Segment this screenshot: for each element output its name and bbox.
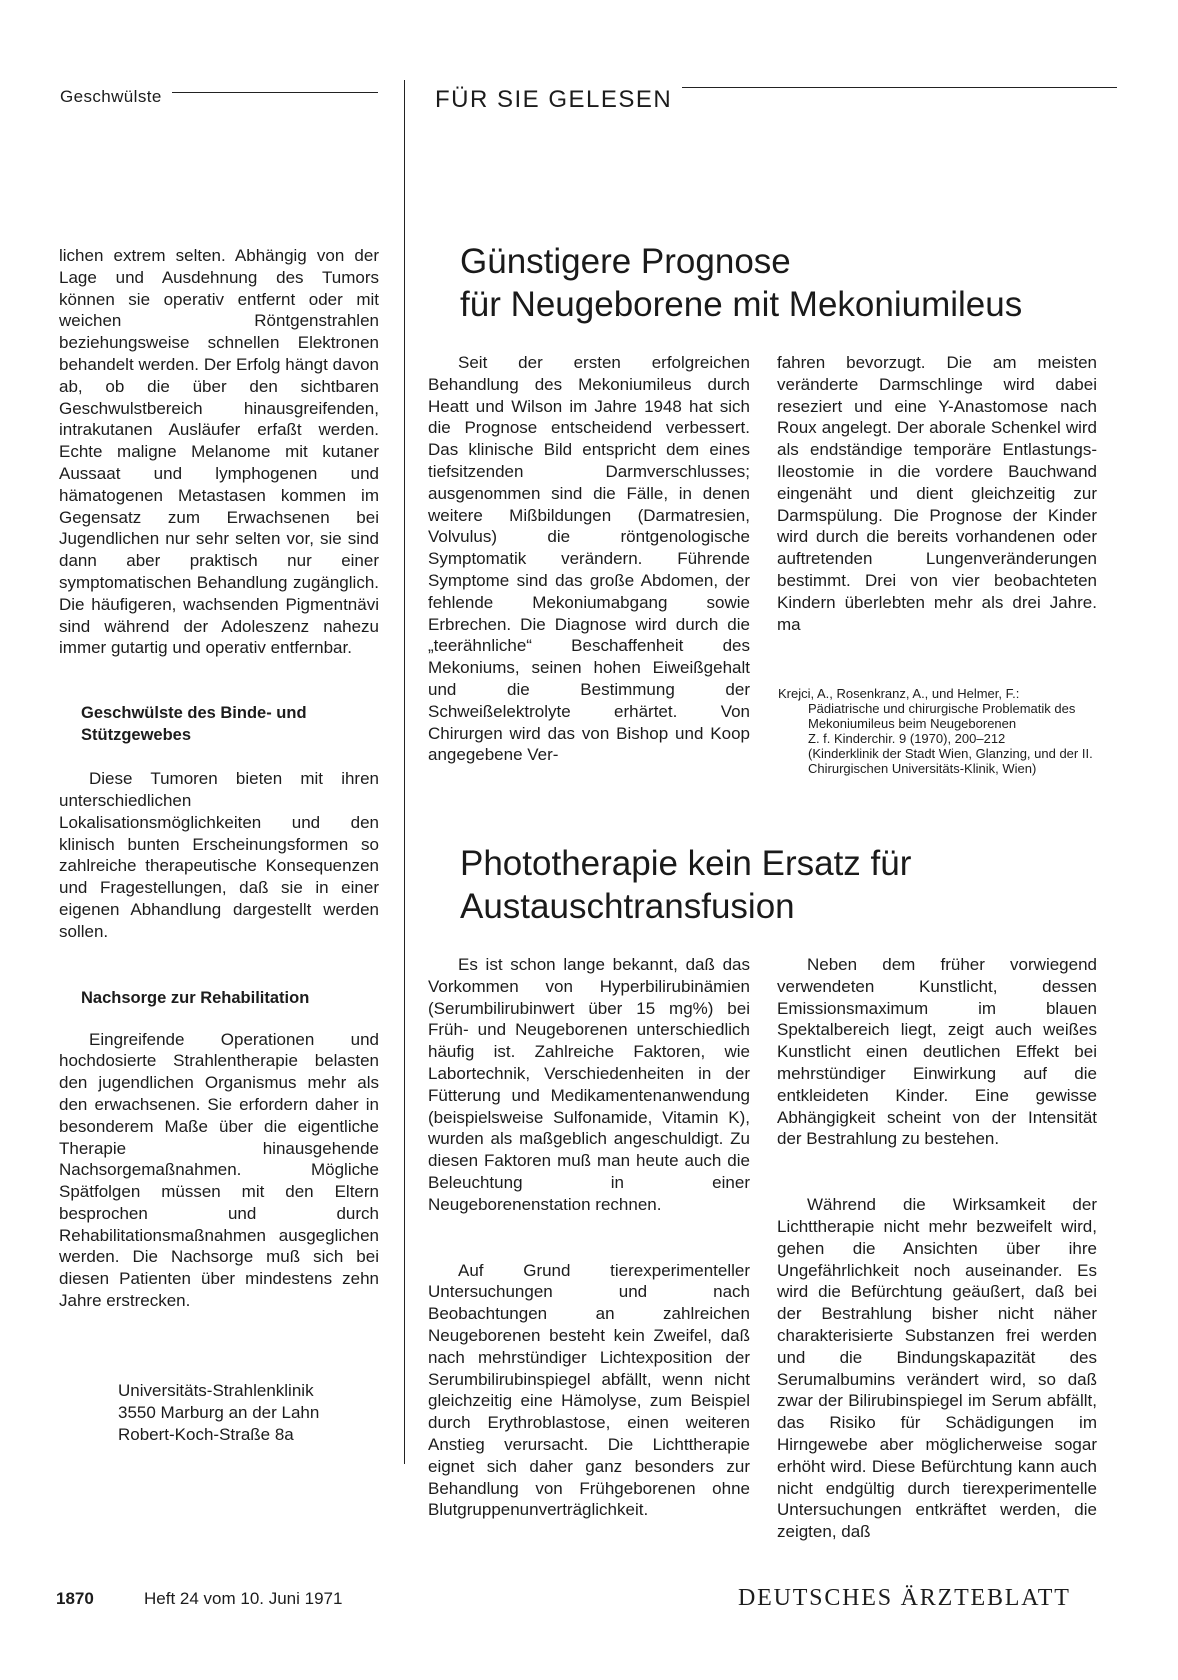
- article1-title: [460, 240, 1022, 326]
- reference-journal: Z. f. Kinderchir. 9 (1970), 200–212: [808, 731, 1006, 746]
- left-paragraph-1: lichen extrem selten. Abhängig von der Lage und Ausdehnung des Tumors können sie operativ entfernt oder mit weichen Röntgenstrahlen beziehungsweise schnellen Elektronen behandelt werden. Der Erfolg hängt davon ab, ob die über den sichtbaren Geschwulstbereich hinausgreifenden, intrakutanen Ausläufer erfaßt werden. Echte maligne Melanome mit kutaner Aussaat und lymphogenen und hämatogenen Metastasen kommen im Gegensatz zum Erwachsenen bei Jugendlichen nur sehr selten vor, sie sind dann aber praktisch nur einer symptomatischen Behandlung zugänglich. Die häufigeren, wachsenden Pigmentnävi sind während der Adoleszenz nahezu immer gutartig und operativ entfernbar.: [59, 246, 379, 658]
- article2-paragraph-3: Neben dem früher vorwiegend verwendeten Kunstlicht, dessen Emissionsmaximum im blauen Spektalbereich liegt, zeigt auch weißes Kunstlicht einen deutlichen Effekt bei mehrstündiger Einwirkung auf die entkleideten Kinder. Eine gewisse Abhängigkeit scheint von der Intensität der Bestrahlung zu bestehen.: [777, 955, 1097, 1149]
- article1-paragraph-1: Seit der ersten erfolgreichen Behandlung des Mekoniumileus durch Heatt und Wilson im Jahre 1948 hat sich die Prognose entscheidend verbessert. Das klinische Bild entspricht dem eines tiefsitzenden Darmverschlusses; ausgenommen sind die Fälle, in denen weitere Mißbildungen (Darmatresien, Volvulus) die röntgenologische Symptomatik verändern. Führende Symptome sind das große Abdomen, der fehlende Mekoniumabgang sowie Erbrechen. Die Diagnose wird durch die „teerähnliche“ Beschaffenheit des Mekoniums, seinen hohen Eiweißgehalt und die Bestimmung der Schweißelektrolyte erhärtet. Von Chirurgen wird das von Bishop und Koop angegebene Ver-: [428, 353, 750, 765]
- left-heading-nachsorge: Nachsorge zur Rehabilitation: [81, 988, 310, 1007]
- column-divider: [404, 80, 405, 1464]
- left-heading-binde: Geschwülste des Binde- und Stützgewebes: [81, 704, 307, 745]
- article2-paragraph-1: Es ist schon lange bekannt, daß das Vorkommen von Hyperbilirubinämien (Serumbilirubinwert über 15 mg%) bei Früh- und Neugeborenen unterschiedlich häufig ist. Zahlreiche Faktoren, wie Labortechnik, Verschiedenheiten in der Fütterung und Medikamentenanwendung (beispielsweise Sulfonamide, Vitamin K), wurden als maßgeblich angeschuldigt. Zu diesen Faktoren muß man heute auch die Beleuchtung in einer Neugeborenenstation rechnen.: [428, 955, 750, 1214]
- page-number: 1870: [56, 1589, 94, 1608]
- address-line-2: 3550 Marburg an der Lahn: [118, 1403, 320, 1422]
- column-title: FÜR SIE GELESEN: [435, 86, 673, 113]
- article1-title-line1: Günstigere Prognose: [460, 242, 791, 281]
- address-block: [118, 1380, 319, 1446]
- article1-column-2: [777, 352, 1097, 635]
- article1-title-line2: für Neugeborene mit Mekoniumileus: [460, 285, 1023, 324]
- reference-authors: Krejci, A., Rosenkranz, A., und Helmer, F.:: [778, 686, 1020, 701]
- address-line-3: Robert-Koch-Straße 8a: [118, 1425, 294, 1444]
- article2-column-2: [777, 954, 1097, 1543]
- section-label: Geschwülste: [60, 87, 162, 106]
- left-paragraph-2: Diese Tumoren bieten mit ihren unterschiedlichen Lokalisationsmöglichkeiten und den klinisch bunten Erscheinungsformen so zahlreiche therapeutische Konsequenzen und Fragestellungen, daß sie in einer eigenen Abhandlung dargestellt werden sollen.: [59, 769, 379, 941]
- left-paragraph-3: Eingreifende Operationen und hochdosierte Strahlentherapie belasten den jugendlichen Organismus mehr als den erwachsenen. Sie erfordern daher in besonderem Maße über die eigentliche Therapie hinausgehende Nachsorgemaßnahmen. Mögliche Spätfolgen müssen mit den Eltern besprochen und durch Rehabilitationsmaßnahmen ausgeglichen werden. Die Nachsorge muß sich bei diesen Patienten über mindestens zehn Jahre erstrecken.: [59, 1029, 379, 1311]
- reference-institution: (Kinderklinik der Stadt Wien, Glanzing, und der II. Chirurgischen Universitäts-Klinik, Wien): [808, 746, 1093, 776]
- issue-info: Heft 24 vom 10. Juni 1971: [144, 1589, 343, 1608]
- reference-title: Pädiatrische und chirurgische Problematik des Mekoniumileus beim Neugeborenen: [808, 701, 1076, 731]
- address-line-1: Universitäts-Strahlenklinik: [118, 1381, 314, 1400]
- article2-title-line2: Austauschtransfusion: [460, 887, 795, 926]
- article2-title: [460, 842, 911, 928]
- article1-column-1: [428, 352, 750, 766]
- article1-reference: [778, 686, 1098, 776]
- article2-column-1: [428, 954, 750, 1521]
- article2-title-line1: Phototherapie kein Ersatz für: [460, 844, 912, 883]
- header-rule-left: [172, 92, 378, 93]
- article2-paragraph-4: Während die Wirksamkeit der Lichttherapie nicht mehr bezweifelt wird, gehen die Ansichten über ihre Ungefährlichkeit noch auseinander. Es wird die Befürchtung geäußert, daß bei der Bestrahlung bisher nicht näher charakterisierte Substanzen frei werden und die Bindungskapazität des Serumalbumins verändert wird, so daß zwar der Bilirubinspiegel im Serum abfällt, das Risiko für Schädigungen im Hirngewebe aber möglicherweise sogar erhöht wird. Diese Befürchtung kann auch nicht endgültig durch tierexperimentelle Untersuchungen entkräftet werden, die zeigten, daß: [777, 1195, 1097, 1542]
- journal-name: DEUTSCHES ÄRZTEBLATT: [738, 1585, 1071, 1611]
- article1-paragraph-2: fahren bevorzugt. Die am meisten veränderte Darmschlinge wird dabei reseziert und eine Y-Anastomose nach Roux angelegt. Der aborale Schenkel wird als endständige temporäre Entlastungs-Ileostomie in die vordere Bauchwand eingenäht und dient gleichzeitig zur Darmspülung. Die Prognose der Kinder wird durch die bereits vorhandenen oder auftretenden Lungenveränderungen bestimmt. Drei von vier beobachteten Kindern überlebten mehr als drei Jahre. ma: [777, 353, 1097, 634]
- article2-paragraph-2: Auf Grund tierexperimenteller Untersuchungen und nach Beobachtungen an zahlreichen Neugeborenen besteht kein Zweifel, daß nach mehrstündiger Lichtexposition der Serumbilirubinspiegel abfällt, wenn nicht gleichzeitig eine Hämolyse, zum Beispiel durch Erythroblastose, einen weiteren Anstieg verursacht. Die Lichttherapie eignet sich daher ganz besonders zur Behandlung von Frühgeborenen ohne Blutgruppenunverträglichkeit.: [428, 1260, 750, 1520]
- header-rule-right: [682, 87, 1117, 88]
- left-column: [59, 245, 379, 1312]
